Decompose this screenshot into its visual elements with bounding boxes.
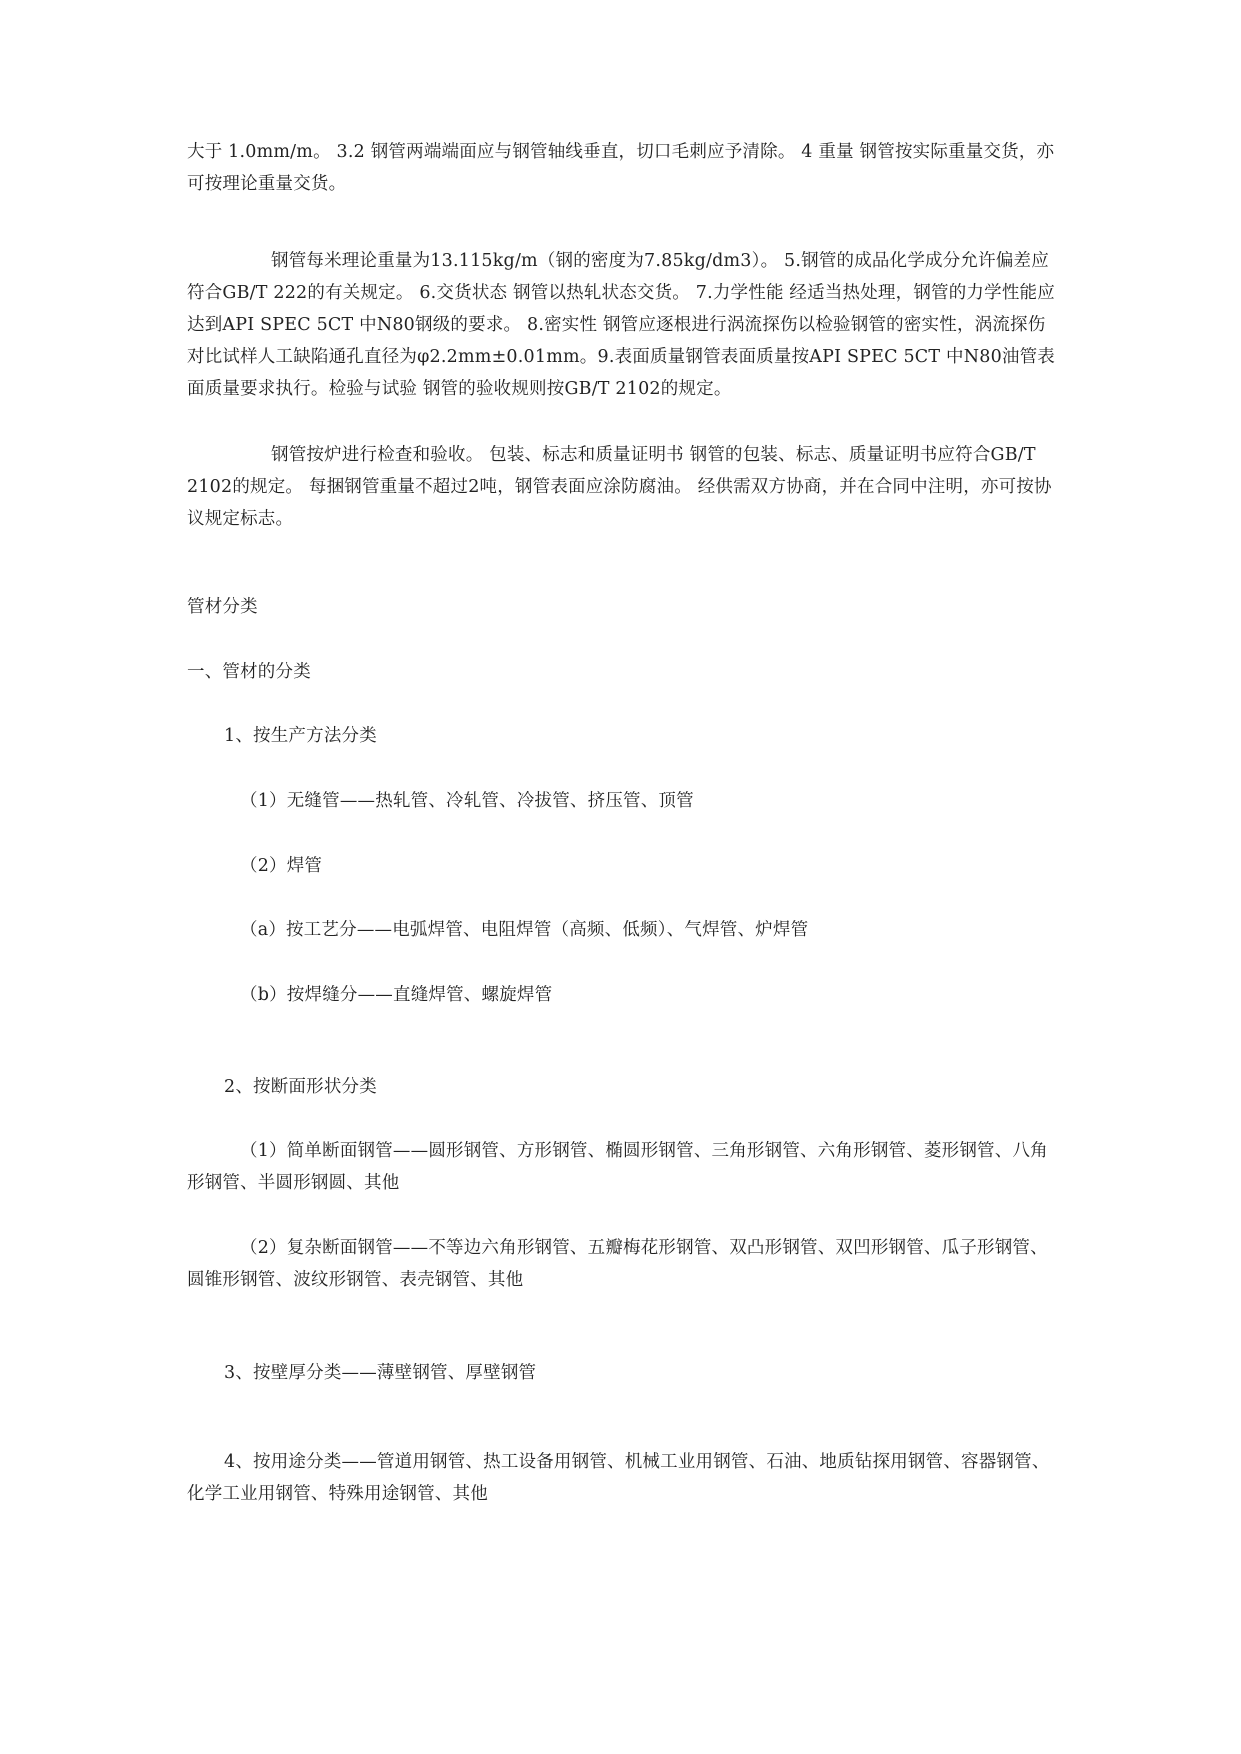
list-item-simple-section: （1）简单断面钢管——圆形钢管、方形钢管、椭圆形钢管、三角形钢管、六角形钢管、菱形钢管、八角形钢管、半圆形钢圆、其他: [187, 1141, 1048, 1193]
paragraph-weight-delivery: 大于 1.0mm/m。 3.2 钢管两端端面应与钢管轴线垂直，切口毛刺应予清除。 4 重量 钢管按实际重量交货，亦可按理论重量交货。: [187, 142, 1055, 194]
list-item-complex-section: （2）复杂断面钢管——不等边六角形钢管、五瓣梅花形钢管、双凸形钢管、双凹形钢管、瓜子形钢管、圆锥形钢管、波纹形钢管、表壳钢管、其他: [187, 1238, 1048, 1290]
list-item-seamless-pipe: （1）无缝管——热轧管、冷轧管、冷拔管、挤压管、顶管: [240, 791, 694, 811]
list-item-wall-thickness: 3、按壁厚分类——薄壁钢管、厚壁钢管: [224, 1363, 537, 1383]
list-item-cross-section: 2、按断面形状分类: [224, 1077, 377, 1097]
section-subheading: 一、管材的分类: [187, 662, 311, 682]
list-item-by-seam: （b）按焊缝分——直缝焊管、螺旋焊管: [240, 985, 553, 1005]
list-item-welded-pipe: （2）焊管: [240, 856, 323, 876]
list-item-by-process: （a）按工艺分——电弧焊管、电阻焊管（高频、低频）、气焊管、炉焊管: [240, 920, 809, 940]
list-item-usage: 4、按用途分类——管道用钢管、热工设备用钢管、机械工业用钢管、石油、地质钻探用钢管、容器钢管、化学工业用钢管、特殊用途钢管、其他: [187, 1452, 1050, 1504]
paragraph-inspection-packaging: 钢管按炉进行检查和验收。 包装、标志和质量证明书 钢管的包装、标志、质量证明书应符合GB/T 2102的规定。 每捆钢管重量不超过2吨，钢管表面应涂防腐油。 经供需双方协商，并在合同中注明，亦可按协议规定标志。: [187, 445, 1052, 529]
list-item-production-method: 1、按生产方法分类: [224, 726, 377, 746]
paragraph-theoretical-weight: 钢管每米理论重量为13.115kg/m（钢的密度为7.85kg/dm3）。 5.钢管的成品化学成分允许偏差应符合GB/T 222的有关规定。 6.交货状态 钢管以热轧状态交货。 7.力学性能 经适当热处理，钢管的力学性能应达到API SPEC 5CT 中N80钢级的要求。 8.密实性 钢管应逐根进行涡流探伤以检验钢管的密实性，涡流探伤对比试样人工缺陷通孔直径为φ2.2mm±0.01mm。9.表面质量钢管表面质量按API SPEC 5CT 中N80油管表面质量要求执行。检验与试验 钢管的验收规则按GB/T 2102的规定。: [187, 251, 1056, 399]
section-heading: 管材分类: [187, 597, 258, 617]
